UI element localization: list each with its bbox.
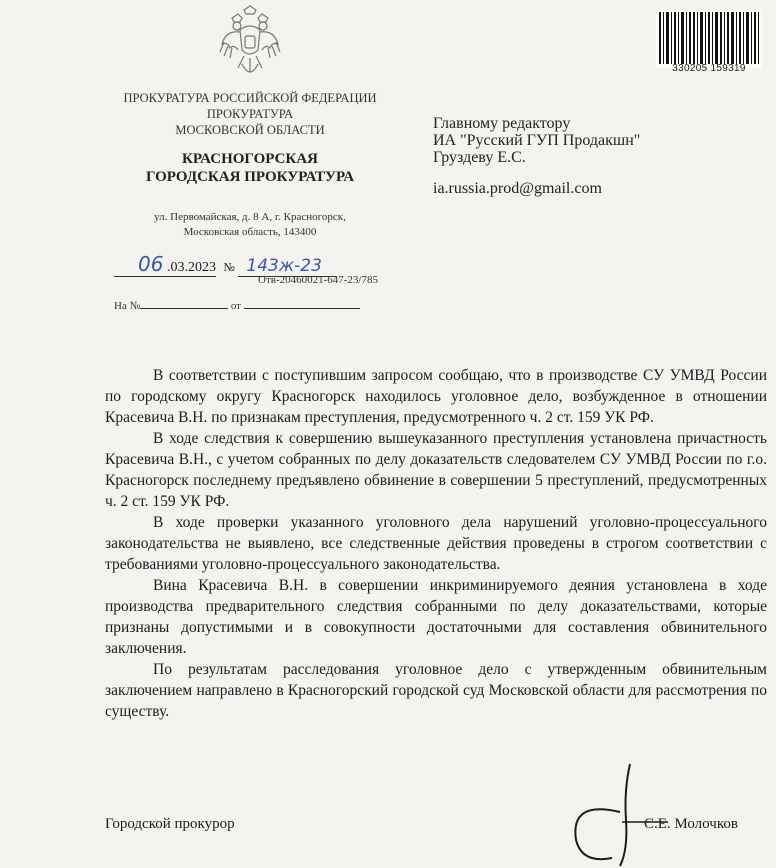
org-line-2: ПРОКУРАТУРА (206, 107, 294, 121)
barcode-number: 330205 159319 (672, 63, 746, 74)
from-blank (244, 307, 360, 309)
reply-to-label: На № (114, 300, 141, 312)
body-paragraph: В ходе проверки указанного уголовного дела нарушений уголовно-процессуального законодательства не выявлено, все следственные действия проведены в строгом соответствии с требованиями уголовно-процессуального законодательства. (105, 514, 767, 573)
barcode (656, 10, 762, 68)
address-line-2: Московская область, 143400 (183, 226, 317, 238)
recipient-line-2: ИА "Русский ГУП Продакшн" (433, 132, 641, 149)
office-header (100, 150, 400, 186)
organization-header (100, 90, 400, 138)
registration-number-handwritten: 143ж-23 (246, 256, 322, 276)
number-label: № (223, 260, 235, 274)
date-month-year: .03.2023 (166, 260, 216, 275)
org-line-3: МОСКОВСКОЙ ОБЛАСТИ (175, 123, 325, 137)
body-paragraph: Вина Красевича В.Н. в совершении инкриминируемого деяния установлена в ходе производства предварительного следствия собранными по делу доказательствами, которые признаны допустимыми и в совокупности достаточными для составления обвинительного заключения. (105, 577, 767, 657)
recipient-line-3: Груздеву Е.С. (433, 149, 526, 166)
handwritten-signature (560, 760, 670, 868)
signatory-name: С.Е. Молочков (644, 816, 738, 832)
signatory-title: Городской прокурор (105, 816, 235, 832)
address-line-1: ул. Первомайская, д. 8 А, г. Красногорск, (154, 211, 346, 223)
date-day-handwritten: 06 (138, 252, 164, 276)
office-line-1: КРАСНОГОРСКАЯ (182, 151, 318, 167)
recipient-line-1: Главному редактору (433, 115, 571, 132)
outgoing-reference: Отв-20460021-647-23/785 (258, 274, 378, 286)
org-line-1: ПРОКУРАТУРА РОССИЙСКОЙ ФЕДЕРАЦИИ (123, 91, 377, 105)
reply-to-blank (140, 307, 228, 309)
coat-of-arms-emblem (218, 4, 282, 84)
body-paragraph: В ходе следствия к совершению вышеуказанного преступления установлена причастность Красевича В.Н., с учетом собранных по делу доказательств следователем СУ УМВД России по г.о. Красногорск последнему предъявлено обвинение в совершении 5 преступлений, предусмотренных ч. 2 ст. 159 УК РФ. (105, 430, 767, 510)
body-paragraph: В соответствии с поступившим запросом сообщаю, что в производстве СУ УМВД России по городскому округу Красногорск находилось уголовное дело, возбужденное в отношении Красевича В.Н. по признакам преступления, предусмотренного ч. 2 ст. 159 УК РФ. (105, 367, 767, 426)
reply-to-line (114, 300, 360, 312)
office-line-2: ГОРОДСКАЯ ПРОКУРАТУРА (145, 169, 355, 185)
letter-body (105, 365, 767, 722)
office-address (100, 210, 400, 240)
recipient-block (433, 115, 640, 166)
recipient-email: ia.russia.prod@gmail.com (433, 180, 602, 197)
from-label: от (230, 300, 241, 312)
body-paragraph: По результатам расследования уголовное дело с утвержденным обвинительным заключением направлено в Красногорский городской суд Московской области для рассмотрения по существу. (105, 661, 767, 720)
